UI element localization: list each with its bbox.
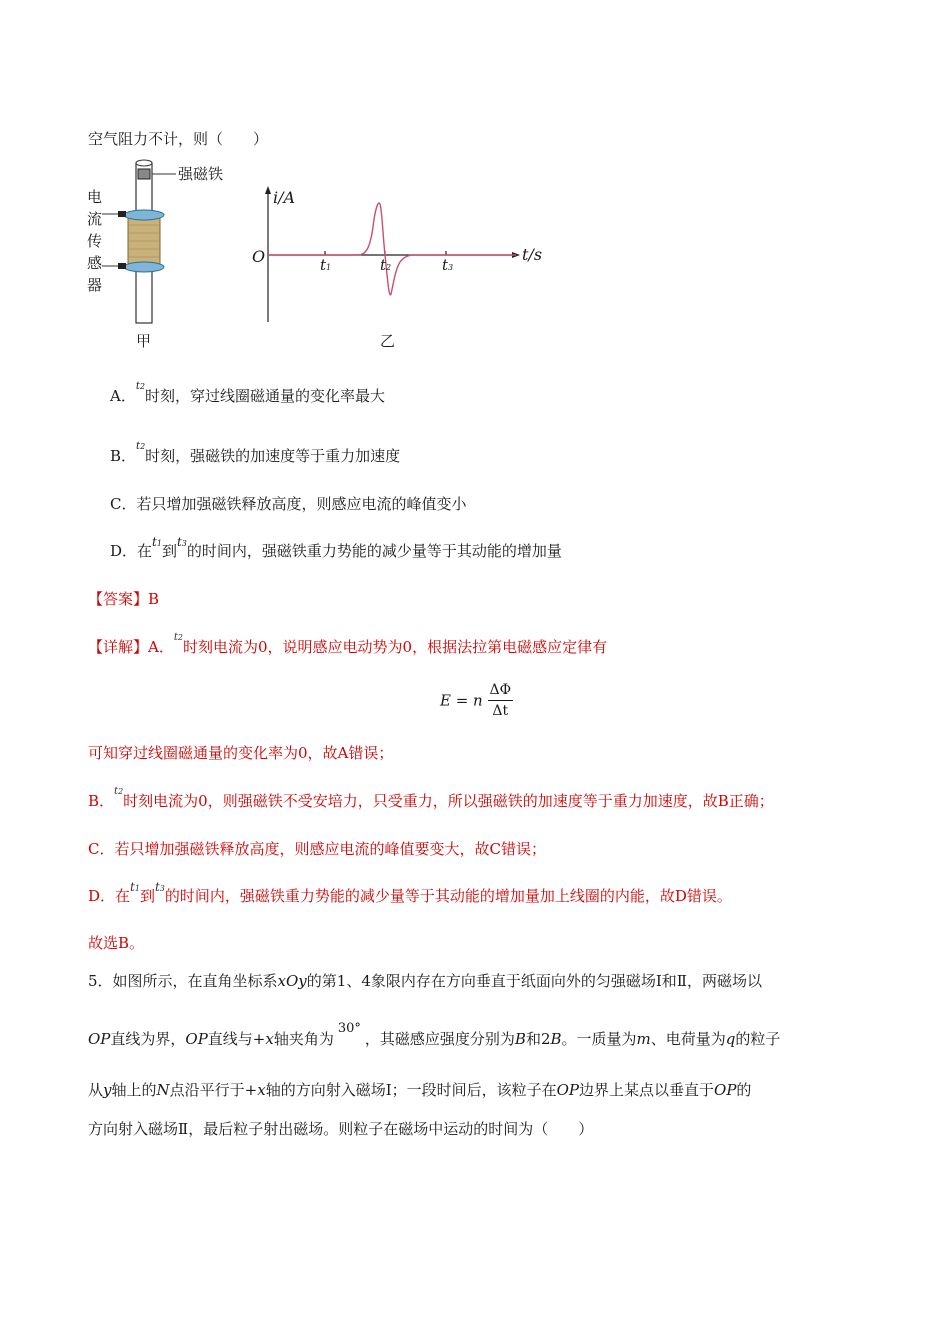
- y-axis-arrow: [265, 186, 271, 194]
- formula: E = n $\frac{\Delta\Phi}{\Delta t}$: [440, 682, 512, 719]
- tick-label-t3: t3: [442, 256, 454, 274]
- sensor-char: 感: [87, 254, 103, 272]
- sensor-char: 传: [87, 232, 103, 250]
- x-axis-label: t/s: [522, 245, 543, 264]
- option-c: C．若只增加强磁铁释放高度，则感应电流的峰值变小: [110, 495, 467, 513]
- explanation-final: 故选B。: [88, 934, 145, 952]
- explanation-a: 【详解】A．$^{t2}$时刻电流为0，说明感应电动势为0，根据法拉第电磁感应定律有: [88, 632, 608, 656]
- q5-line2: OP直线为界，OP直线与+x轴夹角为30°，其磁感应强度分别为B和2B。一质量为m、电荷量为q的粒子: [88, 1021, 781, 1048]
- q5-line3: 从y轴上的N点沿平行于+x轴的方向射入磁场Ⅰ；一段时间后，该粒子在OP边界上某点以垂直于OP的: [88, 1081, 752, 1099]
- option-a: A．$^{t2}$时刻，穿过线圈磁通量的变化率最大: [110, 381, 385, 405]
- answer-value: B: [148, 590, 160, 608]
- figure-yi-caption: 乙: [380, 332, 396, 350]
- option-b: B．$^{t2}$时刻，强磁铁的加速度等于重力加速度: [110, 441, 401, 465]
- tick-label-t2: t2: [380, 256, 392, 274]
- figure-yi: [248, 182, 548, 352]
- q5-line1: 5．如图所示，在直角坐标系xOy的第1、4象限内存在方向垂直于纸面向外的匀强磁场Ⅰ和Ⅱ，两磁场以: [88, 972, 762, 990]
- current-curve: [268, 203, 516, 295]
- current-time-graph: [248, 182, 548, 352]
- y-axis-label: i/A: [273, 188, 296, 207]
- tick-label-t1: t1: [320, 256, 332, 274]
- answer-line: [88, 588, 159, 609]
- q5-line4: 方向射入磁场Ⅱ，最后粒子射出磁场。则粒子在磁场中运动的时间为（ ）: [88, 1120, 594, 1138]
- sensor-char: 器: [87, 276, 103, 294]
- explanation-c: C．若只增加强磁铁释放高度，则感应电流的峰值要变大，故C错误；: [88, 840, 546, 858]
- figure-jia-caption: 甲: [136, 332, 152, 350]
- magnet-label: 强磁铁: [178, 165, 224, 183]
- explanation-d: D．在$^{t1}$到$^{t3}$的时间内，强磁铁重力势能的减少量等于其动能的增加量加上线圈的内能，故D错误。: [88, 880, 732, 905]
- origin-label: O: [252, 247, 266, 266]
- question-intro: 空气阻力不计，则（ ）: [88, 130, 269, 148]
- sensor-char: 流: [87, 210, 103, 228]
- formula-fraction: $\frac{\Delta\Phi}{\Delta t}$: [489, 682, 512, 719]
- option-d: D．在$^{t1}$到$^{t3}$的时间内，强磁铁重力势能的减少量等于其动能的增加量: [110, 535, 562, 560]
- explanation-a-conclusion: 可知穿过线圈磁通量的变化率为0，故A错误；: [88, 744, 394, 762]
- sensor-char: 电: [87, 188, 103, 206]
- answer-label: 【答案】: [88, 590, 149, 608]
- sensor-label: [87, 186, 107, 296]
- angle-30: 30°: [337, 1021, 361, 1036]
- explanation-b: B．$^{t2}$时刻电流为0，则强磁铁不受安培力，只受重力，所以强磁铁的加速度等于重力加速度，故B正确；: [88, 786, 774, 810]
